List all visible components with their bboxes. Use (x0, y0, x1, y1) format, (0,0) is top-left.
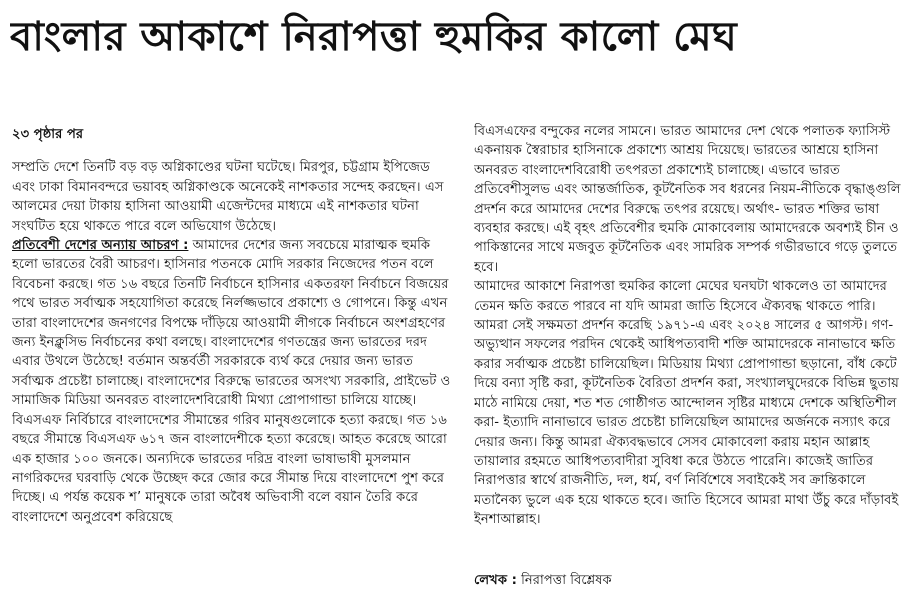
byline-value: নিরাপত্তা বিশ্লেষক (516, 573, 612, 588)
paragraph-fires: সম্প্রতি দেশে তিনটি বড় বড় অগ্নিকাণ্ডের ঘটনা ঘটেছে। মিরপুর, চট্টগ্রাম ইপিজেড এবং ঢাকা বিমানবন্দরে ভয়াবহ অগ্নিকাণ্ডকে অনেকেই নাশকতার সন্দেহ করছেন। এস আলমের দেয়া টাকায় হাসিনা আওয়ামী এজেন্টদের মাধ্যমে এই নাশকতার ঘটনা সংঘটিত হয়ে থাকতে পারে বলে অভিযোগ উঠেছে। (12, 160, 444, 234)
paragraph-neighbor-text: আমাদের দেশের জন্য সবচেয়ে মারাত্মক হুমকি হলো ভারতের বৈরী আচরণ। হাসিনার পতনকে মোদি সরকার নিজেদের পতন বলে বিবেচনা করছে। গত ১৬ বছরে তিনটি নির্বাচনে হাসিনার একতরফা নির্বাচনে বিজয়ের পথে ভারত সর্বাত্মক সহযোগিতা করেছে নির্লজ্জভাবে প্রকাশ্যে ও গোপনে। কিন্তু এখন তারা বাংলাদেশের জনগণের বিপক্ষে দাঁড়িয়ে আওয়ামী লীগকে নির্বাচনে অংশগ্রহণের জন্য ইনক্লুসিভ নির্বাচনের কথা বলছে। বাংলাদেশের গণতন্ত্রের জন্য ভারতের দরদ এবার উথলে উঠেছে! বর্তমান অন্তর্বর্তী সরকারকে ব্যর্থ করে দেয়ার জন্য ভারত সর্বাত্মক প্রচেষ্টা চালাচ্ছে। বাংলাদেশের বিরুদ্ধে ভারতের অসংখ্য সরকারি, প্রাইভেট ও সামাজিক মিডিয়া অনবরত বাংলাদেশবিরোধী মিথ্যা প্রোপাগান্ডা চালিয়ে যাচ্ছে। বিএসএফ নির্বিচারে বাংলাদেশের সীমান্তের গরিব মানুষগুলোকে হত্যা করছে। গত ১৬ বছরে সীমান্তে বিএসএফ ৬১৭ জন বাংলাদেশীকে হত্যা করেছে। আহত করেছে আরো এক হাজার ১০০ জনকে। অন্যদিকে ভারতের দরিদ্র বাংলা ভাষাভাষী মুসলমান নাগরিকদের ঘরবাড়ি থেকে উচ্ছেদ করে জোর করে সীমান্ত দিয়ে বাংলাদেশে পুশ করে দিচ্ছে। এ পর্যন্ত কয়েক শ’ মানুষকে তারা অবৈধ অভিবাসী বলে বয়ান তৈরি করে বাংলাদেশে অনুপ্রবেশ করিয়েছে (12, 238, 451, 525)
paragraph-unity: আমাদের আকাশে নিরাপত্তা হুমকির কালো মেঘের ঘনঘটা থাকলেও তা আমাদের তেমন ক্ষতি করতে পারবে না যদি আমরা জাতি হিসেবে ঐক্যবদ্ধ থাকতে পারি। আমরা সেই সক্ষমতা প্রদর্শন করেছি ১৯৭১-এ এবং ২০২৪ সালের ৫ আগস্ট। গণ-অভ্যুত্থান সফলের পরদিন থেকেই আধিপত্যবাদী শক্তি আমাদেরকে নানাভাবে ক্ষতি করার সর্বাত্মক প্রচেষ্টা চালিয়েছিল। মিডিয়ায় মিথ্যা প্রোপাগান্ডা ছড়ানো, বাঁধ কেটে দিয়ে বন্যা সৃষ্টি করা, কূটনৈতিক বৈরিতা প্রদর্শন করা, সংখ্যালঘুদেরকে বিভিন্ন ছুতায় মাঠে নামিয়ে দেয়া, শত শত গোষ্ঠীগত আন্দোলন সৃষ্টির মাধ্যমে দেশকে অস্থিতিশীল করা- ইত্যাদি নানাভাবে ভারত প্রচেষ্টা চালিয়েছিল আমাদের অর্জনকে নস্যাৎ করে দেয়ার জন্য। কিন্তু আমরা ঐক্যবদ্ধভাবে সেসব মোকাবেলা করায় মহান আল্লাহ তায়ালার রহমতে আধিপত্যবাদীরা সুবিধা করে উঠতে পারেনি। কাজেই জাতির নিরাপত্তার স্বার্থে রাজনীতি, দল, ধর্ম, বর্ণ নির্বিশেষে সবাইকেই সব ক্রান্তিকালে মতানৈক্য ভুলে এক হয়ে থাকতে হবে। জাতি হিসেবে আমরা মাথা উঁচু করে দাঁড়াবই ইনশাআল্লাহ। (474, 279, 899, 528)
article-column-left (12, 125, 455, 599)
paragraph-neighbor (12, 236, 455, 527)
article-column-right (474, 122, 912, 598)
paragraph-bsf: বিএসএফের বন্দুকের নলের সামনে। ভারত আমাদের দেশ থেকে পলাতক ফ্যাসিস্ট একনায়ক স্বৈরাচার হাসিনাকে প্রকাশ্যে আশ্রয় দিয়েছে। ভারতের আশ্রয়ে হাসিনা অনবরত বাংলাদেশবিরোধী তৎপরতা প্রকাশ্যেই চালাচ্ছে। এভাবে ভারত প্রতিবেশীসুলভ এবং আন্তর্জাতিক, কূটনৈতিক সব ধরনের নিয়ম-নীতিকে বৃদ্ধাঙ্গুলি প্রদর্শন করে আমাদের দেশের বিরুদ্ধে তৎপর রয়েছে। অর্থাৎ- ভারত শক্তির ভাষা ব্যবহার করছে। এই বৃহৎ প্রতিবেশীর হুমকি মোকাবেলায় আমাদেরকে অবশ্যই চীন ও পাকিস্তানের সাথে মজবুত কূটনৈতিক এবং সামরিক সম্পর্ক গভীরভাবে গড়ে তুলতে হবে। (474, 124, 901, 275)
article-headline: বাংলার আকাশে নিরাপত্তা হুমকির কালো মেঘ (10, 14, 738, 60)
section-subheading: প্রতিবেশী দেশের অন্যায় আচরণ : (12, 238, 189, 254)
author-byline (474, 571, 612, 590)
byline-label: লেখক : (474, 573, 517, 588)
continued-from-label: ২৩ পৃষ্ঠার পর (12, 127, 84, 142)
